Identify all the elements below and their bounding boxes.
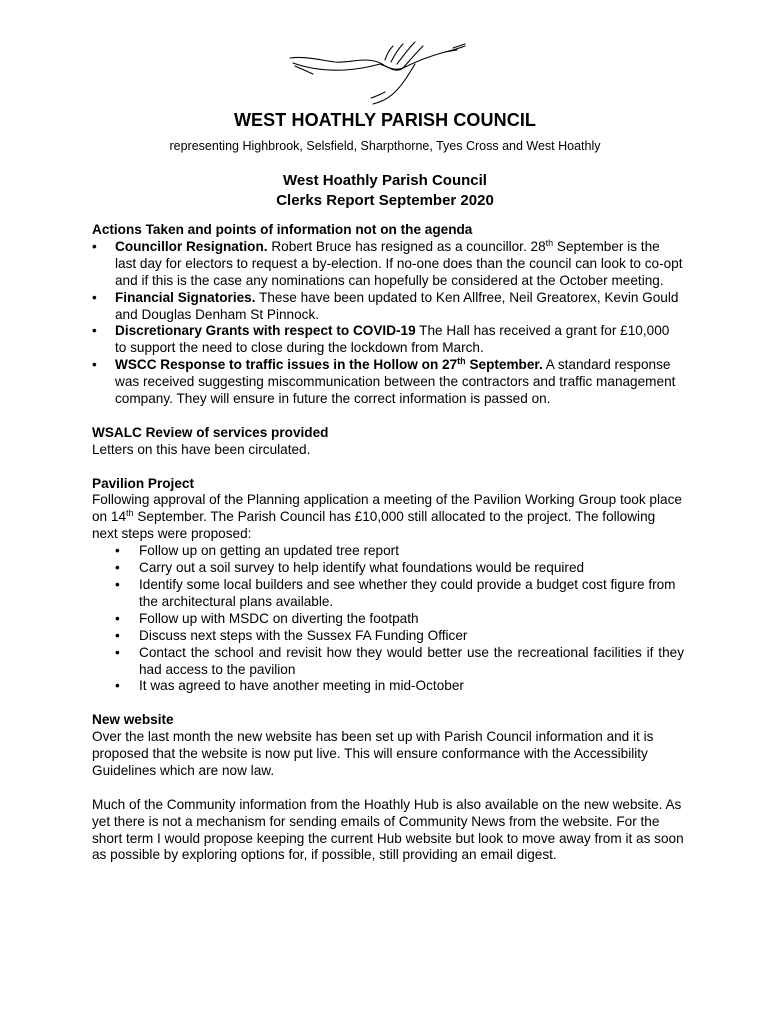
list-item: • Follow up on getting an updated tree report: [115, 543, 684, 560]
list-item: • Contact the school and revisit how they would better use the recreational facilities if they had access to the pavilion: [115, 645, 684, 679]
council-name: WEST HOATHLY PARISH COUNCIL: [233, 110, 537, 130]
list-item: • Follow up with MSDC on diverting the footpath: [115, 611, 684, 628]
actions-heading: Actions Taken and points of information not on the agenda: [92, 222, 473, 237]
list-item: • Financial Signatories. These have been updated to Ken Allfree, Neil Greatorex, Kevin Gould and Douglas Denham St Pinnock.: [92, 290, 684, 324]
website-heading: New website: [92, 712, 174, 728]
website-para-1: Over the last month the new website has been set up with Parish Council information and it is proposed that the website is now put live. This will ensure conformance with the Accessibility Guidelines which are now law.: [92, 729, 654, 778]
item-title: Councillor Resignation.: [115, 238, 268, 254]
list-item: • Discretionary Grants with respect to COVID-19 The Hall has received a grant for £10,000 to support the need to close during the lockdown from March.: [92, 323, 684, 357]
website-para-2: Much of the Community information from the Hoathly Hub is also available on the new website. As yet there is not a mechanism for sending emails of Community News from the website. For the short term I would propose keeping the current Hub website but look to move away from it as soon as possible by exploring options for, if possible, still providing an email digest.: [92, 796, 684, 863]
list-item: • Identify some local builders and see whether they could provide a budget cost figure from the architectural plans available.: [115, 577, 684, 611]
wsalc-text: Letters on this have been circulated.: [92, 441, 311, 457]
report-title-line-2: Clerks Report September 2020: [276, 192, 494, 209]
item-title: WSCC Response to traffic issues in the Hollow on 27th September.: [115, 356, 543, 373]
item-title: Financial Signatories.: [115, 289, 256, 305]
pavilion-intro: Following approval of the Planning application a meeting of the Pavilion Working Group took place on 14th September. The Parish Council has £10,000 still allocated to the project. The following next steps were proposed:: [92, 492, 682, 542]
bird-logo-icon: [285, 38, 470, 110]
wsalc-heading: WSALC Review of services provided: [92, 424, 329, 440]
report-body: [92, 222, 684, 864]
list-item: • It was agreed to have another meeting in mid-October: [115, 678, 684, 695]
actions-list: [92, 239, 684, 408]
pavilion-steps: [92, 543, 684, 695]
report-title-line-1: West Hoathly Parish Council: [283, 172, 487, 189]
report-title: [0, 171, 770, 211]
pavilion-heading: Pavilion Project: [92, 475, 194, 491]
representing-line: representing Highbrook, Selsfield, Sharpthorne, Tyes Cross and West Hoathly: [169, 139, 601, 153]
list-item: • Discuss next steps with the Sussex FA Funding Officer: [115, 628, 684, 645]
list-item: • Councillor Resignation. Robert Bruce has resigned as a councillor. 28th September is the last day for electors to request a by-election. If no-one does than the council can look to co-opt and if this is the case any nominations can hopefully be considered at the October meeting.: [92, 239, 684, 290]
list-item: • Carry out a soil survey to help identify what foundations would be required: [115, 560, 684, 577]
list-item: • WSCC Response to traffic issues in the Hollow on 27th September. A standard response was received suggesting miscommunication between the contractors and traffic management company. They will ensure in future the correct information is passed on.: [92, 357, 684, 408]
item-title: Discretionary Grants with respect to COVID-19: [115, 323, 416, 339]
